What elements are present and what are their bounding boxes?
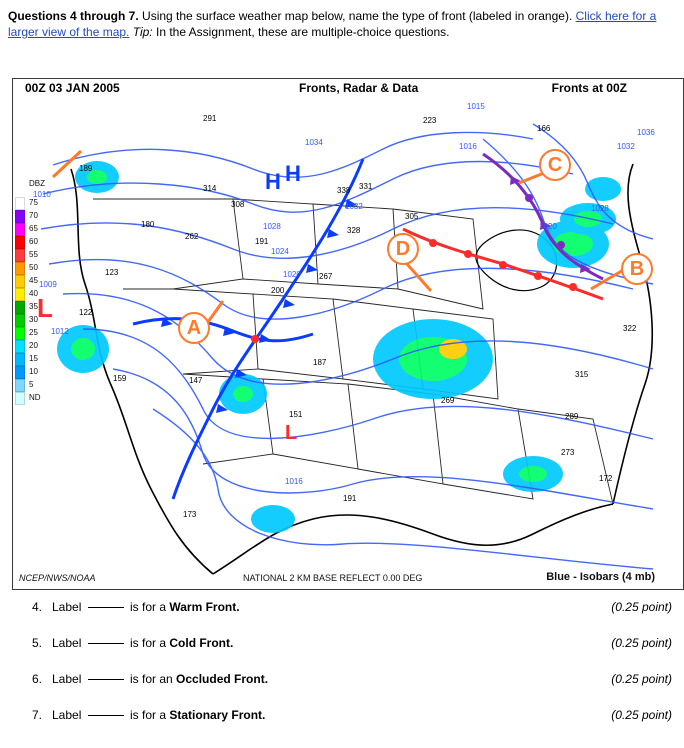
label-b: B bbox=[621, 253, 653, 285]
answer-blank[interactable] bbox=[88, 706, 124, 724]
dbz-label: 55 bbox=[29, 250, 38, 259]
question-text bbox=[130, 598, 240, 616]
station-value: 338 bbox=[337, 186, 351, 195]
map-link[interactable]: Click here for a larger view of the map. bbox=[8, 9, 657, 39]
dbz-label: 45 bbox=[29, 276, 38, 285]
dbz-label: 40 bbox=[29, 289, 38, 298]
station-value: 289 bbox=[565, 412, 579, 421]
station-value: 308 bbox=[231, 200, 245, 209]
front-type: Warm Front. bbox=[169, 600, 240, 614]
question-prefix: is for a bbox=[130, 600, 167, 614]
dbz-label: 20 bbox=[29, 341, 38, 350]
high-center-2: H bbox=[265, 169, 281, 194]
isobar-legend: Blue - Isobars (4 mb) bbox=[546, 571, 655, 583]
station-value: 191 bbox=[255, 237, 269, 246]
answer-blank[interactable] bbox=[88, 670, 124, 688]
dbz-cell bbox=[15, 379, 25, 392]
question-row bbox=[32, 634, 672, 652]
low-center-1: L bbox=[37, 293, 53, 323]
dbz-label: 35 bbox=[29, 302, 38, 311]
dbz-label: 60 bbox=[29, 237, 38, 246]
tip-text: In the Assignment, these are multiple-choice questions. bbox=[155, 25, 450, 39]
dbz-label: 25 bbox=[29, 328, 38, 337]
station-value: 200 bbox=[271, 286, 285, 295]
station-value: 173 bbox=[183, 510, 197, 519]
question-label: Label bbox=[52, 708, 82, 722]
isobar-label: 1024 bbox=[271, 247, 289, 256]
dbz-cell bbox=[15, 353, 25, 366]
dbz-cell bbox=[15, 275, 25, 288]
isobar-label: 1034 bbox=[305, 138, 323, 147]
isobar-label: 1016 bbox=[459, 142, 477, 151]
isobar-label: 1032 bbox=[345, 202, 363, 211]
station-value: 123 bbox=[105, 268, 119, 277]
station-value: 159 bbox=[113, 374, 127, 383]
station-value: 223 bbox=[423, 116, 437, 125]
map-drawing bbox=[13, 79, 683, 589]
map-source: NCEP/NWS/NOAA bbox=[19, 573, 96, 583]
station-value: 122 bbox=[79, 308, 93, 317]
fronts-at: Fronts at 00Z bbox=[551, 81, 627, 95]
question-points: (0.25 point) bbox=[611, 636, 672, 650]
question-row bbox=[32, 706, 672, 724]
dbz-cell bbox=[15, 262, 25, 275]
dbz-label: 65 bbox=[29, 224, 38, 233]
answer-blank[interactable] bbox=[88, 598, 124, 616]
question-number: 7. bbox=[32, 708, 43, 722]
station-value: 151 bbox=[289, 410, 303, 419]
station-value: 180 bbox=[141, 220, 155, 229]
isobar-label: 1020 bbox=[283, 270, 301, 279]
question-text bbox=[130, 634, 233, 652]
station-value: 166 bbox=[537, 124, 551, 133]
low-center-2: L bbox=[285, 422, 298, 444]
isobar-label: 1020 bbox=[539, 222, 557, 231]
station-value: 331 bbox=[359, 182, 373, 191]
dbz-cell bbox=[15, 366, 25, 379]
high-center-1: H bbox=[285, 161, 301, 186]
dbz-label: 30 bbox=[29, 315, 38, 324]
question-points: (0.25 point) bbox=[611, 672, 672, 686]
station-value: 315 bbox=[575, 370, 589, 379]
station-value: 172 bbox=[599, 474, 613, 483]
station-value: 322 bbox=[623, 324, 637, 333]
station-value: 147 bbox=[189, 376, 203, 385]
label-c: C bbox=[539, 149, 571, 181]
station-value: 262 bbox=[185, 232, 199, 241]
dbz-cell bbox=[15, 223, 25, 236]
map-header bbox=[19, 81, 675, 97]
dbz-cell bbox=[15, 288, 25, 301]
isobar-label: 1028 bbox=[591, 204, 609, 213]
dbz-scale bbox=[15, 179, 43, 569]
radar-product: NATIONAL 2 KM BASE REFLECT 0.00 DEG bbox=[243, 573, 423, 583]
dbz-label: 5 bbox=[29, 380, 34, 389]
isobar-label: 1032 bbox=[617, 142, 635, 151]
map-footer bbox=[19, 571, 675, 585]
dbz-scale-title: DBZ bbox=[29, 179, 45, 188]
dbz-cell bbox=[15, 301, 25, 314]
answer-blank[interactable] bbox=[88, 634, 124, 652]
dbz-label: 70 bbox=[29, 211, 38, 220]
instructions bbox=[8, 8, 678, 40]
isobar-label: 1012 bbox=[51, 327, 69, 336]
question-label: Label bbox=[52, 636, 82, 650]
question-points: (0.25 point) bbox=[611, 708, 672, 722]
question-text bbox=[130, 670, 268, 688]
isobar-label: 1028 bbox=[263, 222, 281, 231]
isobar-label: 1009 bbox=[39, 280, 57, 289]
isobar-label: 1036 bbox=[637, 128, 655, 137]
question-text bbox=[130, 706, 265, 724]
question-row bbox=[32, 598, 672, 616]
dbz-label: 15 bbox=[29, 354, 38, 363]
station-value: 269 bbox=[441, 396, 455, 405]
dbz-label: ND bbox=[29, 393, 41, 402]
question-points: (0.25 point) bbox=[611, 600, 672, 614]
dbz-cell bbox=[15, 392, 25, 405]
station-value: 191 bbox=[343, 494, 357, 503]
isobar-label: 1015 bbox=[467, 102, 485, 111]
front-type: Cold Front. bbox=[169, 636, 234, 650]
question-number: 4. bbox=[32, 600, 43, 614]
questions-title: Questions 4 through 7. bbox=[8, 9, 139, 23]
question-row bbox=[32, 670, 672, 688]
question-label: Label bbox=[52, 600, 82, 614]
station-value: 305 bbox=[405, 212, 419, 221]
question-prefix: is for a bbox=[130, 636, 167, 650]
dbz-label: 50 bbox=[29, 263, 38, 272]
question-prefix: is for a bbox=[130, 708, 167, 722]
dbz-cell bbox=[15, 340, 25, 353]
station-value: 328 bbox=[347, 226, 361, 235]
station-value: 189 bbox=[79, 164, 93, 173]
dbz-cell bbox=[15, 249, 25, 262]
dbz-cell bbox=[15, 210, 25, 223]
station-value: 291 bbox=[203, 114, 217, 123]
label-d: D bbox=[387, 233, 419, 265]
front-type: Stationary Front. bbox=[169, 708, 266, 722]
front-type: Occluded Front. bbox=[176, 672, 269, 686]
dbz-label: 10 bbox=[29, 367, 38, 376]
dbz-cell bbox=[15, 327, 25, 340]
station-value: 267 bbox=[319, 272, 333, 281]
surface-weather-map bbox=[12, 78, 684, 590]
question-label: Label bbox=[52, 672, 82, 686]
map-title: Fronts, Radar & Data bbox=[299, 81, 419, 95]
question-number: 5. bbox=[32, 636, 43, 650]
dbz-cell bbox=[15, 197, 25, 210]
dbz-cell bbox=[15, 314, 25, 327]
isobar-label: 1016 bbox=[285, 477, 303, 486]
station-value: 314 bbox=[203, 184, 217, 193]
tip-label: Tip: bbox=[132, 25, 153, 39]
question-prefix: is for an bbox=[130, 672, 173, 686]
dbz-label: 75 bbox=[29, 198, 38, 207]
station-value: 273 bbox=[561, 448, 575, 457]
question-number: 6. bbox=[32, 672, 43, 686]
valid-time: 00Z 03 JAN 2005 bbox=[25, 81, 120, 95]
instruction-text: Using the surface weather map below, name the type of front (labeled in orange). bbox=[142, 9, 573, 23]
station-value: 187 bbox=[313, 358, 327, 367]
dbz-cell bbox=[15, 236, 25, 249]
isobar-label: 1010 bbox=[33, 190, 51, 199]
label-a: A bbox=[178, 312, 210, 344]
